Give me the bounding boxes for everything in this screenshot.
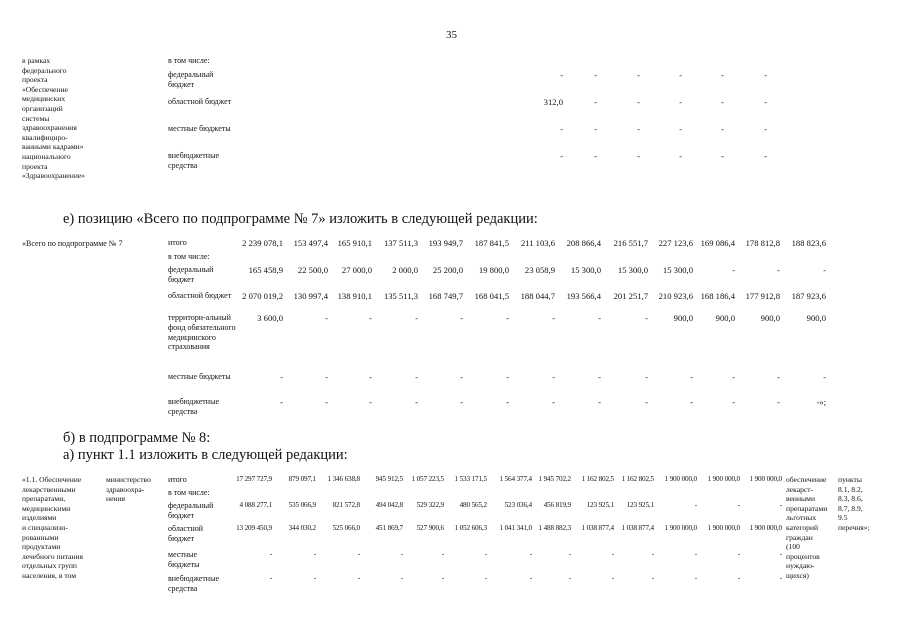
table-cell: 821 572,8	[332, 501, 360, 509]
table-cell: 13 209 450,9	[236, 524, 272, 532]
table-cell: -	[679, 151, 682, 161]
table-cell: 25 200,0	[432, 265, 463, 275]
block3-executor: министерство здравоохра- нения	[106, 475, 151, 504]
table-cell: 1 346 638,8	[327, 475, 360, 483]
table-cell: 23 058,9	[524, 265, 555, 275]
table-cell: 1 488 882,3	[538, 524, 571, 532]
table-cell: -	[779, 550, 782, 558]
table-cell: 138 910,1	[337, 291, 372, 301]
table-cell: 17 297 727,9	[236, 475, 272, 483]
table-cell: -	[721, 70, 724, 80]
table-cell: 451 869,7	[375, 524, 403, 532]
table-cell: -	[441, 574, 444, 582]
block2-name: «Всего по подпрограмме № 7	[22, 239, 123, 248]
table-cell: -	[357, 550, 360, 558]
table-cell: -	[594, 151, 597, 161]
table-cell: -	[637, 124, 640, 134]
table-cell: 153 497,4	[293, 238, 328, 248]
table-cell: -	[369, 313, 372, 323]
table-cell: 1 041 341,0	[499, 524, 532, 532]
table-cell: 900,0	[673, 313, 693, 323]
table-cell: -	[325, 372, 328, 382]
table-cell: 193 949,7	[428, 238, 463, 248]
table-cell: 168 749,7	[428, 291, 463, 301]
table-cell: -	[369, 397, 372, 407]
table-cell: 177 912,8	[745, 291, 780, 301]
table-cell: -	[415, 397, 418, 407]
table-cell: -	[823, 372, 826, 382]
table-cell: 312,0	[543, 97, 563, 107]
table-cell: 201 251,7	[613, 291, 648, 301]
block3-name: «1.1. Обеспечение лекарственными препаратами, медицинскими изделиями и специализи- рованными продуктами лечебного питания отдельных групп населения, в том	[22, 475, 84, 580]
table-cell: 1 057 223,5	[411, 475, 444, 483]
table-cell: -	[594, 97, 597, 107]
block3-result: обеспечение лекарст- венными препаратами льготных категорий граждан (100 процентов нуждаю- щихся)	[786, 475, 828, 580]
table-cell: 1 162 802,5	[621, 475, 654, 483]
table-cell: 187 923,6	[791, 291, 826, 301]
table-cell: -	[460, 372, 463, 382]
table-cell: -	[325, 397, 328, 407]
block3-reference: пункты 8.1, 8.2, 8.3, 8.6, 8.7, 8.9, 9.5 перечня»;	[838, 475, 870, 532]
table-cell: -	[313, 574, 316, 582]
table-cell: -	[651, 574, 654, 582]
table-cell: -	[552, 372, 555, 382]
row-source-label: внебюджетные средства	[168, 574, 219, 593]
table-cell: -	[645, 397, 648, 407]
row-source-label: местные бюджеты	[168, 550, 200, 569]
table-cell: 15 300,0	[662, 265, 693, 275]
table-cell: 187 841,5	[474, 238, 509, 248]
table-cell: -	[777, 372, 780, 382]
table-cell: 193 566,4	[566, 291, 601, 301]
table-cell: -	[598, 372, 601, 382]
table-cell: -	[721, 124, 724, 134]
table-cell: 27 000,0	[341, 265, 372, 275]
table-cell: 525 066,0	[332, 524, 360, 532]
table-cell: -	[732, 372, 735, 382]
row-source-label: итого	[168, 475, 187, 484]
page-number: 35	[446, 29, 457, 41]
table-cell: -	[313, 550, 316, 558]
row-source-label: территори-альный фонд обязательного медицинского страхования	[168, 313, 236, 352]
table-cell: 1 162 802,5	[581, 475, 614, 483]
table-cell: -	[690, 397, 693, 407]
table-cell: -	[560, 124, 563, 134]
row-source-label: внебюджетные средства	[168, 397, 219, 416]
table-cell: -	[611, 574, 614, 582]
row-source-label: в том числе:	[168, 488, 210, 497]
table-cell: -	[777, 397, 780, 407]
table-cell: -	[280, 372, 283, 382]
table-cell: -	[737, 550, 740, 558]
table-cell: -	[594, 70, 597, 80]
table-cell: 2 000,0	[392, 265, 418, 275]
table-cell: 1 900 000,0	[664, 475, 697, 483]
table-cell: -	[598, 313, 601, 323]
table-cell: -	[645, 313, 648, 323]
table-cell: -	[560, 151, 563, 161]
table-cell: -»;	[816, 397, 826, 407]
table-cell: 480 565,2	[459, 501, 487, 509]
row-source-label: внебюджетные средства	[168, 151, 219, 170]
table-cell: 344 030,2	[288, 524, 316, 532]
row-source-label: местные бюджеты	[168, 372, 231, 381]
table-cell: -	[737, 501, 740, 509]
table-cell: -	[732, 265, 735, 275]
table-cell: 529 322,9	[416, 501, 444, 509]
table-cell: 494 042,8	[375, 501, 403, 509]
table-cell: -	[529, 550, 532, 558]
table-cell: -	[764, 70, 767, 80]
table-cell: 945 912,5	[375, 475, 403, 483]
row-source-label: в том числе:	[168, 252, 210, 261]
table-cell: -	[269, 550, 272, 558]
table-cell: 4 088 277,1	[239, 501, 272, 509]
table-cell: 178 812,8	[745, 238, 780, 248]
table-cell: -	[598, 397, 601, 407]
table-cell: 456 819,9	[543, 501, 571, 509]
table-cell: -	[679, 124, 682, 134]
table-cell: -	[280, 397, 283, 407]
table-cell: 900,0	[806, 313, 826, 323]
table-cell: -	[460, 397, 463, 407]
table-cell: -	[779, 501, 782, 509]
table-cell: 2 239 078,1	[242, 238, 283, 248]
row-source-label: областной бюджет	[168, 97, 232, 106]
table-cell: 15 300,0	[617, 265, 648, 275]
table-cell: -	[645, 372, 648, 382]
table-cell: 1 900 000,0	[707, 524, 740, 532]
table-cell: 210 923,6	[658, 291, 693, 301]
table-cell: 3 600,0	[257, 313, 283, 323]
heading-a: а) пункт 1.1 изложить в следующей редакции:	[63, 447, 348, 463]
table-cell: -	[484, 550, 487, 558]
table-cell: -	[325, 313, 328, 323]
table-cell: 1 533 171,5	[454, 475, 487, 483]
table-cell: -	[694, 574, 697, 582]
row-source-label: местные бюджеты	[168, 124, 231, 133]
row-source-label: федеральный бюджет	[168, 265, 214, 284]
table-cell: 19 800,0	[478, 265, 509, 275]
table-cell: 879 097,1	[288, 475, 316, 483]
table-cell: 22 500,0	[297, 265, 328, 275]
table-cell: -	[637, 151, 640, 161]
table-cell: -	[552, 397, 555, 407]
table-cell: 900,0	[715, 313, 735, 323]
table-cell: -	[506, 372, 509, 382]
table-cell: -	[721, 151, 724, 161]
table-cell: 1 052 606,3	[454, 524, 487, 532]
heading-e: е) позицию «Всего по подпрограмме № 7» изложить в следующей редакции:	[63, 211, 538, 227]
row-source-label: областной бюджет	[168, 291, 232, 300]
table-cell: 123 925,1	[586, 501, 614, 509]
table-cell: 168 041,5	[474, 291, 509, 301]
table-cell: -	[777, 265, 780, 275]
table-cell: -	[611, 550, 614, 558]
table-cell: -	[764, 151, 767, 161]
table-cell: -	[737, 574, 740, 582]
table-cell: -	[552, 313, 555, 323]
table-cell: -	[694, 550, 697, 558]
table-cell: 123 925,1	[626, 501, 654, 509]
table-cell: -	[637, 70, 640, 80]
row-source-label: в том числе:	[168, 56, 210, 65]
table-cell: -	[721, 97, 724, 107]
table-cell: 1 038 877,4	[621, 524, 654, 532]
table-cell: -	[732, 397, 735, 407]
table-cell: -	[460, 313, 463, 323]
table-cell: 211 103,6	[520, 238, 555, 248]
table-cell: -	[415, 372, 418, 382]
table-cell: 535 066,9	[288, 501, 316, 509]
table-cell: -	[441, 550, 444, 558]
table-cell: -	[357, 574, 360, 582]
table-cell: 130 997,4	[293, 291, 328, 301]
row-source-label: федеральный бюджет	[168, 70, 214, 89]
table-cell: -	[779, 574, 782, 582]
table-cell: 1 038 877,4	[581, 524, 614, 532]
table-cell: 188 044,7	[520, 291, 555, 301]
table-cell: 227 123,6	[658, 238, 693, 248]
table-cell: -	[568, 550, 571, 558]
table-cell: 165 458,9	[248, 265, 283, 275]
table-cell: 165 910,1	[337, 238, 372, 248]
table-cell: -	[506, 397, 509, 407]
table-cell: -	[594, 124, 597, 134]
table-cell: 137 511,3	[383, 238, 418, 248]
table-cell: -	[269, 574, 272, 582]
table-cell: -	[369, 372, 372, 382]
table-cell: 216 551,7	[613, 238, 648, 248]
table-cell: -	[560, 70, 563, 80]
table-cell: 2 070 019,2	[242, 291, 283, 301]
table-cell: 1 564 377,4	[499, 475, 532, 483]
table-cell: 1 900 000,0	[749, 524, 782, 532]
table-cell: 188 823,6	[791, 238, 826, 248]
table-cell: 1 900 000,0	[749, 475, 782, 483]
row-source-label: областной бюджет	[168, 524, 204, 543]
table-cell: 527 900,6	[416, 524, 444, 532]
table-cell: -	[823, 265, 826, 275]
table-cell: -	[484, 574, 487, 582]
table-cell: 900,0	[760, 313, 780, 323]
heading-b: б) в подпрограмме № 8:	[63, 430, 211, 446]
table-cell: 169 086,4	[700, 238, 735, 248]
table-cell: -	[529, 574, 532, 582]
row-source-label: федеральный бюджет	[168, 501, 214, 520]
table-cell: 208 866,4	[566, 238, 601, 248]
table-cell: -	[506, 313, 509, 323]
table-cell: -	[764, 124, 767, 134]
table-cell: -	[568, 574, 571, 582]
table-cell: -	[415, 313, 418, 323]
table-cell: -	[690, 372, 693, 382]
table-cell: -	[764, 97, 767, 107]
table-cell: -	[400, 550, 403, 558]
table-cell: -	[694, 501, 697, 509]
table-cell: 1 900 000,0	[707, 475, 740, 483]
table-cell: 1 945 702,2	[538, 475, 571, 483]
table-cell: -	[637, 97, 640, 107]
table-cell: 1 900 000,0	[664, 524, 697, 532]
table-cell: -	[679, 70, 682, 80]
table-cell: 523 036,4	[504, 501, 532, 509]
table-cell: 135 511,3	[383, 291, 418, 301]
table-cell: 15 300,0	[570, 265, 601, 275]
row-source-label: итого	[168, 238, 187, 247]
table-cell: -	[679, 97, 682, 107]
table-cell: 168 186,4	[700, 291, 735, 301]
table-cell: -	[400, 574, 403, 582]
table-cell: -	[651, 550, 654, 558]
block1-name: в рамках федерального проекта «Обеспечение медицинских организаций системы здравоохранения квалифициро- ванными кадрами» национального проекта «Здравоохранение»	[22, 56, 86, 181]
